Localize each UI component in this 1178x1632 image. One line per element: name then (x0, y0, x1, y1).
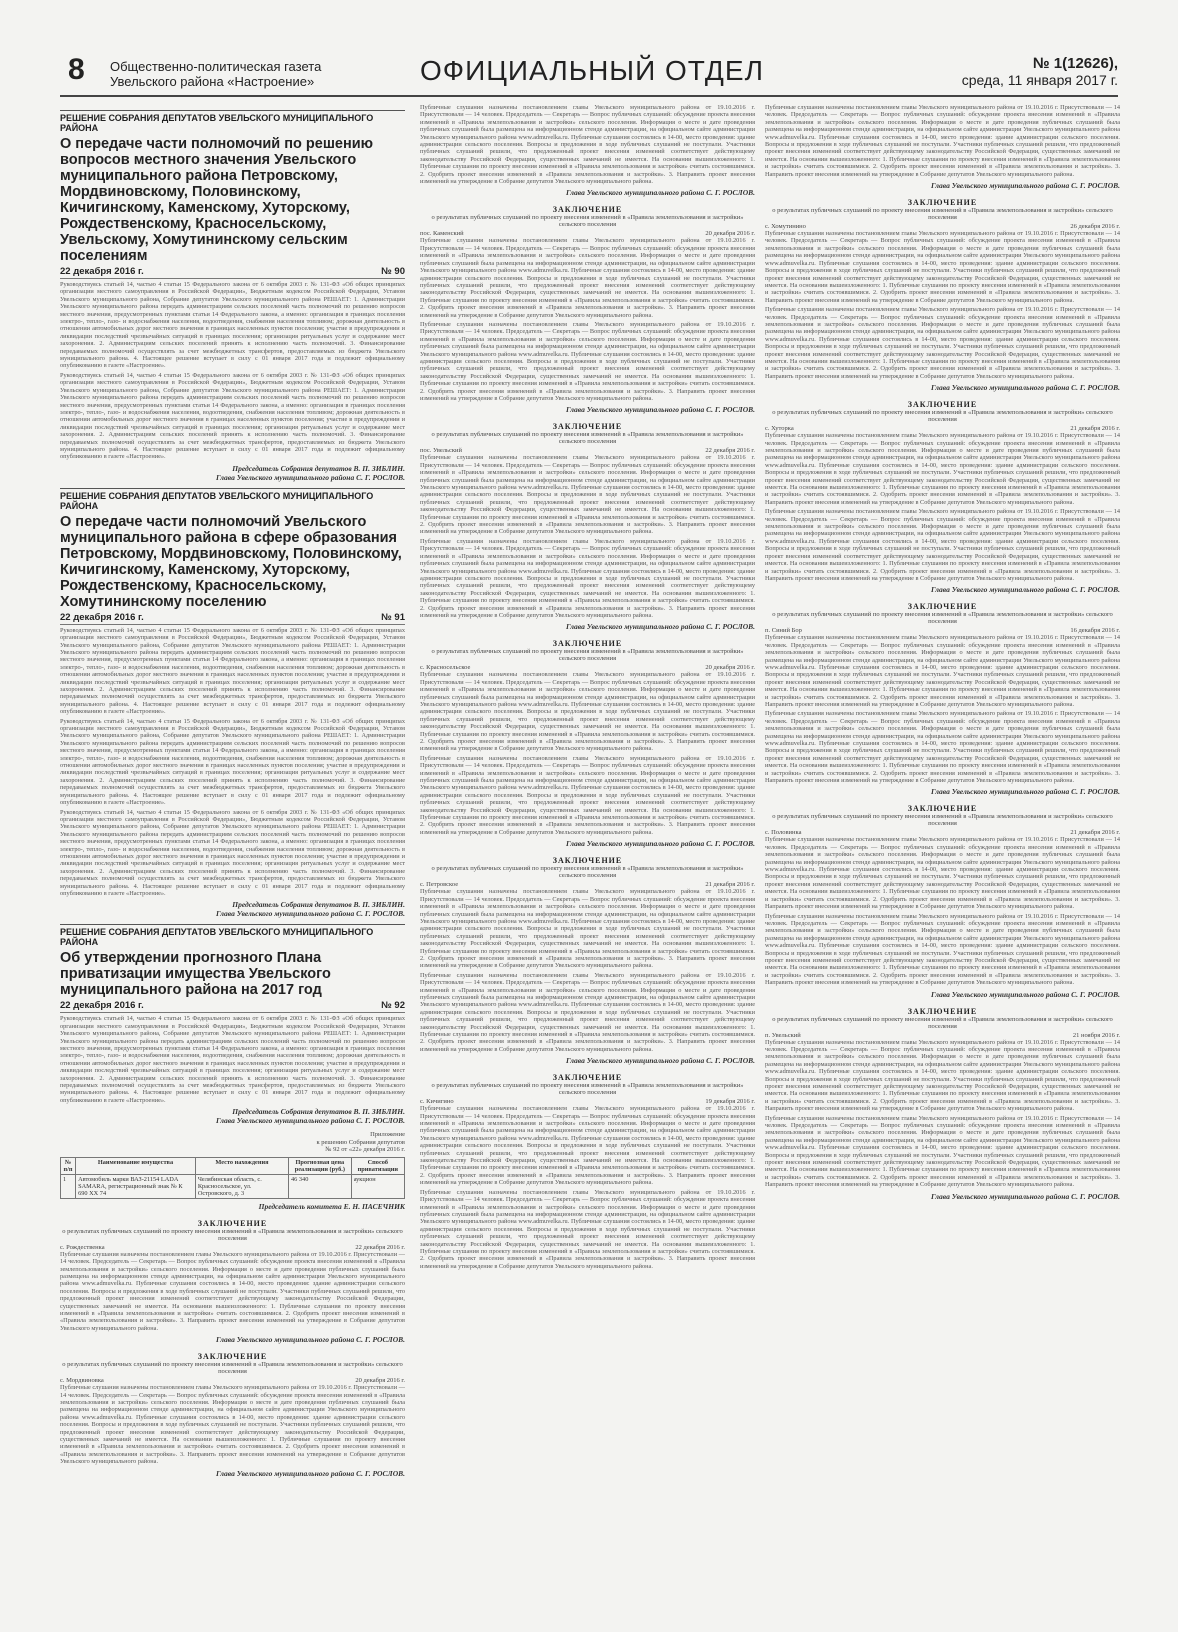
signature-chair: Председатель Собрания депутатов В. П. ЗИБЛИН. (232, 463, 405, 473)
paper-name-line1: Общественно-политическая газета (110, 59, 322, 74)
conclusion-body: Публичные слушания назначены постановлением главы Увельского муниципального района от 19.10.2016 г. Присутствовали — 14 человек. Председатель — Секретарь — Вопрос публичных слушаний: обсуждение проекта внесения изменений в «Правила землепользования и застройки» сельского поселения. Информация о месте и дате проведения публичных слушаний была размещена на информационном стенде администрации, на официальном сайте администрации Увельского муниципального района www.admuvelka.ru. Публичные слушания состоялись в 14-00, место проведения: здание администрации сельского поселения. Вопросы и предложения в ходе публичных слушаний не поступали. Участники публичных слушаний решили, что предложенный проект внесения изменений соответствует действующему законодательству Российской Федерации, существенных замечаний не имеется. На основании вышеизложенного: 1. Публичные слушания по проекту внесения изменений в «Правила землепользования и застройки» считать состоявшимися. 2. Одобрить проект внесения изменений в «Правила землепользования и застройки». 3. Направить проект внесения изменений на утверждение в Собрание депутатов Увельского муниципального района. (420, 237, 755, 319)
annex-header (60, 1131, 405, 1154)
decision-date: 22 декабря 2016 г. (60, 611, 144, 623)
decision-dateline (60, 266, 405, 279)
table-cell: аукцион (351, 1174, 404, 1198)
conclusion-body: Публичные слушания назначены постановлением главы Увельского муниципального района от 19.10.2016 г. Присутствовали — 14 человек. Председатель — Секретарь — Вопрос публичных слушаний: обсуждение проекта внесения изменений в «Правила землепользования и застройки» сельского поселения. Информация о месте и дате проведения публичных слушаний была размещена на информационном стенде администрации, на официальном сайте администрации Увельского муниципального района www.admuvelka.ru. Публичные слушания состоялись в 14-00, место проведения: здание администрации сельского поселения. Вопросы и предложения в ходе публичных слушаний не поступали. Участники публичных слушаний решили, что предложенный проект внесения изменений соответствует действующему законодательству Российской Федерации, существенных замечаний не имеется. На основании вышеизложенного: 1. Публичные слушания по проекту внесения изменений в «Правила землепользования и застройки» считать состоявшимися. 2. Одобрить проект внесения изменений в «Правила землепользования и застройки». 3. Направить проект внесения изменений на утверждение в Собрание депутатов Увельского муниципального района. (420, 971, 755, 1053)
decision-dateline (60, 1000, 405, 1013)
conclusion (765, 400, 1120, 594)
conclusion-title: ЗАКЛЮЧЕНИЕ (197, 1352, 268, 1362)
conclusion-meta (420, 1098, 755, 1105)
conclusion-meta (765, 627, 1120, 634)
conclusion-body: Публичные слушания назначены постановлением главы Увельского муниципального района от 19.10.2016 г. Присутствовали — 14 человек. Председатель — Секретарь — Вопрос публичных слушаний: обсуждение проекта внесения изменений в «Правила землепользования и застройки» сельского поселения. Информация о месте и дате проведения публичных слушаний была размещена на информационном стенде администрации, на официальном сайте администрации Увельского муниципального района www.admuvelka.ru. Публичные слушания состоялись в 14-00, место проведения: здание администрации сельского поселения. Вопросы и предложения в ходе публичных слушаний не поступали. Участники публичных слушаний решили, что предложенный проект внесения изменений соответствует действующему законодательству Российской Федерации, существенных замечаний не имеется. На основании вышеизложенного: 1. Публичные слушания по проекту внесения изменений в «Правила землепользования и застройки» считать состоявшимися. 2. Одобрить проект внесения изменений в «Правила землепользования и застройки». 3. Направить проект внесения изменений на утверждение в Собрание депутатов Увельского муниципального района. (420, 104, 755, 186)
conclusion-subtitle: о результатах публичных слушаний по проекту внесения изменений в «Правила землепользования и застройки» сельского поселения (62, 1361, 403, 1376)
conclusion-signature: Глава Увельского муниципального района С. Г. РОСЛОВ. (931, 1191, 1120, 1201)
decision-title: О передаче части полномочий Увельского муниципального района в сфере образования Петровскому, Мордвиновскому, Половинскому, Кичигинскому, Каменскому, Хуторскому, Рождественскому, Красносельскому, Хомутининскому поселению (60, 513, 402, 610)
conclusion-date: 20 декабря 2016 г. (705, 664, 755, 672)
conclusion-settlement: с. Мордвиновка (60, 1377, 104, 1385)
decision-body: Руководствуясь статьей 14, частью 4 статьи 15 Федерального закона от 6 октября 2003 г. № 131-ФЗ «Об общих принципах организации местного самоуправления в Российской Федерации», Бюджетным кодексом Российской Федерации, Уставом Увельского муниципального района, Собрание депутатов Увельского муниципального района РЕШАЕТ: 1. Администрации Увельского муниципального района передать администрациям сельских поселений часть полномочий по решению вопросов местного значения, предусмотренных пунктами статьи 14 Федерального закона, а именно: организация в границах поселения электро-, тепло-, газо- и водоснабжения населения, водоотведения, снабжения населения топливом; дорожная деятельность в отношении автомобильных дорог местного значения в границах населенных пунктов поселения; участие в предупреждении и ликвидации последствий чрезвычайных ситуаций в границах поселения; организация ритуальных услуг и содержание мест захоронения. 2. Администрациям сельских поселений принять к исполнению часть полномочий. 3. Финансирование передаваемых полномочий осуществлять за счет межбюджетных трансфертов, предоставляемых из бюджета Увельского муниципального района. 4. Настоящее решение вступает в силу с 01 января 2017 года и подлежит официальному опубликованию в газете «Настроение». (60, 626, 405, 716)
conclusion-body: Публичные слушания назначены постановлением главы Увельского муниципального района от 19.10.2016 г. Присутствовали — 14 человек. Председатель — Секретарь — Вопрос публичных слушаний: обсуждение проекта внесения изменений в «Правила землепользования и застройки» сельского поселения. Информация о месте и дате проведения публичных слушаний была размещена на информационном стенде администрации, на официальном сайте администрации Увельского муниципального района www.admuvelka.ru. Публичные слушания состоялись в 14-00, место проведения: здание администрации сельского поселения. Вопросы и предложения в ходе публичных слушаний не поступали. Участники публичных слушаний решили, что предложенный проект внесения изменений соответствует действующему законодательству Российской Федерации, существенных замечаний не имеется. На основании вышеизложенного: 1. Публичные слушания по проекту внесения изменений в «Правила землепользования и застройки» считать состоявшимися. 2. Одобрить проект внесения изменений в «Правила землепользования и застройки». 3. Направить проект внесения изменений на утверждение в Собрание депутатов Увельского муниципального района. (60, 1250, 405, 1332)
conclusion (420, 856, 755, 1065)
conclusion-body: Публичные слушания назначены постановлением главы Увельского муниципального района от 19.10.2016 г. Присутствовали — 14 человек. Председатель — Секретарь — Вопрос публичных слушаний: обсуждение проекта внесения изменений в «Правила землепользования и застройки» сельского поселения. Информация о месте и дате проведения публичных слушаний была размещена на информационном стенде администрации, на официальном сайте администрации Увельского муниципального района www.admuvelka.ru. Публичные слушания состоялись в 14-00, место проведения: здание администрации сельского поселения. Вопросы и предложения в ходе публичных слушаний не поступали. Участники публичных слушаний решили, что предложенный проект внесения изменений соответствует действующему законодательству Российской Федерации, существенных замечаний не имеется. На основании вышеизложенного: 1. Публичные слушания по проекту внесения изменений в «Правила землепользования и застройки» считать состоявшимися. 2. Одобрить проект внесения изменений в «Правила землепользования и застройки». 3. Направить проект внесения изменений на утверждение в Собрание депутатов Увельского муниципального района. (420, 1105, 755, 1187)
conclusion-settlement: с. Половинка (765, 829, 802, 837)
annex-line: Приложение (370, 1131, 405, 1139)
signature-head: Глава Увельского муниципального района С. Г. РОСЛОВ. (216, 1116, 405, 1126)
conclusion-date: 20 декабря 2016 г. (355, 1377, 405, 1385)
conclusion-meta (60, 1244, 405, 1251)
column-header: Способ приватизации (351, 1157, 404, 1174)
conclusion-settlement: с. Хомутинино (765, 223, 806, 231)
decision-kicker: РЕШЕНИЕ СОБРАНИЯ ДЕПУТАТОВ УВЕЛЬСКОГО МУНИЦИПАЛЬНОГО РАЙОНА (60, 924, 405, 947)
conclusion-body: Публичные слушания назначены постановлением главы Увельского муниципального района от 19.10.2016 г. Присутствовали — 14 человек. Председатель — Секретарь — Вопрос публичных слушаний: обсуждение проекта внесения изменений в «Правила землепользования и застройки» сельского поселения. Информация о месте и дате проведения публичных слушаний была размещена на информационном стенде администрации, на официальном сайте администрации Увельского муниципального района www.admuvelka.ru. Публичные слушания состоялись в 14-00, место проведения: здание администрации сельского поселения. Вопросы и предложения в ходе публичных слушаний не поступали. Участники публичных слушаний решили, что предложенный проект внесения изменений соответствует действующему законодательству Российской Федерации, существенных замечаний не имеется. На основании вышеизложенного: 1. Публичные слушания по проекту внесения изменений в «Правила землепользования и застройки» считать состоявшимися. 2. Одобрить проект внесения изменений в «Правила землепользования и застройки». 3. Направить проект внесения изменений на утверждение в Собрание депутатов Увельского муниципального района. (420, 1188, 755, 1270)
conclusion-subtitle: о результатах публичных слушаний по проекту внесения изменений в «Правила землепользования и застройки» сельского поселения (772, 207, 1113, 222)
table-cell: 1 (61, 1174, 76, 1198)
table-row (61, 1174, 405, 1198)
conclusion-signature: Глава Увельского муниципального района С. Г. РОСЛОВ. (566, 188, 755, 198)
signature (60, 1107, 405, 1125)
conclusion-subtitle: о результатах публичных слушаний по проекту внесения изменений в «Правила землепользования и застройки» сельского поселения (431, 1082, 744, 1097)
conclusion-settlement: пос. Каменский (420, 230, 464, 238)
conclusion (765, 1007, 1120, 1201)
decision-90 (60, 110, 405, 482)
column-header: Прогнозная цена реализации (руб.) (289, 1157, 352, 1174)
conclusion-body: Публичные слушания назначены постановлением главы Увельского муниципального района от 19.10.2016 г. Присутствовали — 14 человек. Председатель — Секретарь — Вопрос публичных слушаний: обсуждение проекта внесения изменений в «Правила землепользования и застройки» сельского поселения. Информация о месте и дате проведения публичных слушаний была размещена на информационном стенде администрации, на официальном сайте администрации Увельского муниципального района www.admuvelka.ru. Публичные слушания состоялись в 14-00, место проведения: здание администрации сельского поселения. Вопросы и предложения в ходе публичных слушаний не поступали. Участники публичных слушаний решили, что предложенный проект внесения изменений соответствует действующему законодательству Российской Федерации, существенных замечаний не имеется. На основании вышеизложенного: 1. Публичные слушания по проекту внесения изменений в «Правила землепользования и застройки» считать состоявшимися. 2. Одобрить проект внесения изменений в «Правила землепользования и застройки». 3. Направить проект внесения изменений на утверждение в Собрание депутатов Увельского муниципального района. (765, 230, 1120, 304)
conclusion-title: ЗАКЛЮЧЕНИЕ (552, 856, 623, 866)
conclusion-signature: Глава Увельского муниципального района С. Г. РОСЛОВ. (931, 181, 1120, 191)
conclusion-subtitle: о результатах публичных слушаний по проекту внесения изменений в «Правила землепользования и застройки» сельского поселения (62, 1227, 403, 1242)
conclusion-meta (765, 223, 1120, 230)
conclusion-meta (420, 230, 755, 237)
signature-head: Глава Увельского муниципального района С. Г. РОСЛОВ. (216, 472, 405, 482)
decision-body: Руководствуясь статьей 14, частью 4 статьи 15 Федерального закона от 6 октября 2003 г. № 131-ФЗ «Об общих принципах организации местного самоуправления в Российской Федерации», Бюджетным кодексом Российской Федерации, Уставом Увельского муниципального района, Собрание депутатов Увельского муниципального района РЕШАЕТ: 1. Администрации Увельского муниципального района передать администрациям сельских поселений часть полномочий по решению вопросов местного значения, предусмотренных пунктами статьи 14 Федерального закона, а именно: организация в границах поселения электро-, тепло-, газо- и водоснабжения населения, водоотведения, снабжения населения топливом; дорожная деятельность в отношении автомобильных дорог местного значения в границах населенных пунктов поселения; участие в предупреждении и ликвидации последствий чрезвычайных ситуаций в границах поселения; организация ритуальных услуг и содержание мест захоронения. 2. Администрациям сельских поселений принять к исполнению часть полномочий. 3. Финансирование передаваемых полномочий осуществлять за счет межбюджетных трансфертов, предоставляемых из бюджета Увельского муниципального района. 4. Настоящее решение вступает в силу с 01 января 2017 года и подлежит официальному опубликованию в газете «Настроение». (60, 808, 405, 897)
conclusion-settlement: с. Петровское (420, 881, 459, 889)
conclusion (765, 804, 1120, 998)
conclusion (420, 639, 755, 848)
conclusion-title: ЗАКЛЮЧЕНИЕ (197, 1218, 268, 1228)
conclusion-body: Публичные слушания назначены постановлением главы Увельского муниципального района от 19.10.2016 г. Присутствовали — 14 человек. Председатель — Секретарь — Вопрос публичных слушаний: обсуждение проекта внесения изменений в «Правила землепользования и застройки» сельского поселения. Информация о месте и дате проведения публичных слушаний была размещена на информационном стенде администрации, на официальном сайте администрации Увельского муниципального района www.admuvelka.ru. Публичные слушания состоялись в 14-00, место проведения: здание администрации сельского поселения. Вопросы и предложения в ходе публичных слушаний не поступали. Участники публичных слушаний решили, что предложенный проект внесения изменений соответствует действующему законодательству Российской Федерации, существенных замечаний не имеется. На основании вышеизложенного: 1. Публичные слушания по проекту внесения изменений в «Правила землепользования и застройки» считать состоявшимися. 2. Одобрить проект внесения изменений в «Правила землепользования и застройки». 3. Направить проект внесения изменений на утверждение в Собрание депутатов Увельского муниципального района. (765, 836, 1120, 911)
signature-head: Глава Увельского муниципального района С. Г. РОСЛОВ. (216, 909, 405, 919)
table-cell: 46 340 (289, 1174, 352, 1198)
conclusion (765, 198, 1120, 392)
conclusion-settlement: пос. Увельский (420, 447, 463, 455)
conclusion-signature: Глава Увельского муниципального района С. Г. РОСЛОВ. (931, 787, 1120, 797)
conclusion-date: 22 декабря 2016 г. (705, 447, 755, 455)
column-header: Наименование имущества (76, 1157, 196, 1174)
conclusion-title: ЗАКЛЮЧЕНИЕ (552, 1073, 623, 1083)
column-1 (60, 104, 405, 1614)
signature-chair: Председатель Собрания депутатов В. П. ЗИБЛИН. (232, 900, 405, 910)
annex-line: № 92 от «22» декабря 2016 г. (325, 1146, 405, 1154)
conclusion-subtitle: о результатах публичных слушаний по проекту внесения изменений в «Правила землепользования и застройки» сельского поселения (431, 214, 744, 229)
decision-number: № 90 (381, 266, 405, 277)
conclusion (420, 422, 755, 631)
conclusion-meta (765, 1032, 1120, 1039)
issue-date: среда, 11 января 2017 г. (961, 72, 1118, 88)
decision-92 (60, 924, 405, 1210)
conclusion-subtitle: о результатах публичных слушаний по проекту внесения изменений в «Правила землепользования и застройки» сельского поселения (431, 648, 744, 663)
conclusion-signature: Глава Увельского муниципального района С. Г. РОСЛОВ. (216, 1335, 405, 1345)
conclusion-body: Публичные слушания назначены постановлением главы Увельского муниципального района от 19.10.2016 г. Присутствовали — 14 человек. Председатель — Секретарь — Вопрос публичных слушаний: обсуждение проекта внесения изменений в «Правила землепользования и застройки» сельского поселения. Информация о месте и дате проведения публичных слушаний была размещена на информационном стенде администрации, на официальном сайте администрации Увельского муниципального района www.admuvelka.ru. Публичные слушания состоялись в 14-00, место проведения: здание администрации сельского поселения. Вопросы и предложения в ходе публичных слушаний не поступали. Участники публичных слушаний решили, что предложенный проект внесения изменений соответствует действующему законодательству Российской Федерации, существенных замечаний не имеется. На основании вышеизложенного: 1. Публичные слушания по проекту внесения изменений в «Правила землепользования и застройки» считать состоявшимися. 2. Одобрить проект внесения изменений в «Правила землепользования и застройки». 3. Направить проект внесения изменений на утверждение в Собрание депутатов Увельского муниципального района. (765, 1114, 1120, 1189)
column-2 (420, 104, 755, 1614)
table-cell: Челябинская область, с. Красносельское, ул. Островского, д. 3 (195, 1174, 288, 1198)
conclusion (60, 1219, 405, 1344)
conclusion-body: Публичные слушания назначены постановлением главы Увельского муниципального района от 19.10.2016 г. Присутствовали — 14 человек. Председатель — Секретарь — Вопрос публичных слушаний: обсуждение проекта внесения изменений в «Правила землепользования и застройки» сельского поселения. Информация о месте и дате проведения публичных слушаний была размещена на информационном стенде администрации, на официальном сайте администрации Увельского муниципального района www.admuvelka.ru. Публичные слушания состоялись в 14-00, место проведения: здание администрации сельского поселения. Вопросы и предложения в ходе публичных слушаний не поступали. Участники публичных слушаний решили, что предложенный проект внесения изменений соответствует действующему законодательству Российской Федерации, существенных замечаний не имеется. На основании вышеизложенного: 1. Публичные слушания по проекту внесения изменений в «Правила землепользования и застройки» считать состоявшимися. 2. Одобрить проект внесения изменений в «Правила землепользования и застройки». 3. Направить проект внесения изменений на утверждение в Собрание депутатов Увельского муниципального района. (420, 888, 755, 970)
decision-date: 22 декабря 2016 г. (60, 266, 144, 277)
signature (60, 464, 405, 482)
decision-number: № 92 (381, 1000, 405, 1012)
conclusion-date: 16 декабря 2016 г. (1070, 627, 1120, 635)
conclusion-body: Публичные слушания назначены постановлением главы Увельского муниципального района от 19.10.2016 г. Присутствовали — 14 человек. Председатель — Секретарь — Вопрос публичных слушаний: обсуждение проекта внесения изменений в «Правила землепользования и застройки» сельского поселения. Информация о месте и дате проведения публичных слушаний была размещена на информационном стенде администрации, на официальном сайте администрации Увельского муниципального района www.admuvelka.ru. Публичные слушания состоялись в 14-00, место проведения: здание администрации сельского поселения. Вопросы и предложения в ходе публичных слушаний не поступали. Участники публичных слушаний решили, что предложенный проект внесения изменений соответствует действующему законодательству Российской Федерации, существенных замечаний не имеется. На основании вышеизложенного: 1. Публичные слушания по проекту внесения изменений в «Правила землепользования и застройки» считать состоявшимися. 2. Одобрить проект внесения изменений в «Правила землепользования и застройки». 3. Направить проект внесения изменений на утверждение в Собрание депутатов Увельского муниципального района. (420, 454, 755, 536)
conclusion-subtitle: о результатах публичных слушаний по проекту внесения изменений в «Правила землепользования и застройки» сельского поселения (772, 813, 1113, 828)
conclusion-settlement: с. Хуторка (765, 425, 794, 433)
conclusion-date: 21 ноября 2016 г. (1072, 1031, 1120, 1039)
conclusion-meta (765, 829, 1120, 836)
decision-body: Руководствуясь статьей 14, частью 4 статьи 15 Федерального закона от 6 октября 2003 г. № 131-ФЗ «Об общих принципах организации местного самоуправления в Российской Федерации», Бюджетным кодексом Российской Федерации, Уставом Увельского муниципального района, Собрание депутатов Увельского муниципального района РЕШАЕТ: 1. Администрации Увельского муниципального района передать администрациям сельских поселений часть полномочий по решению вопросов местного значения, предусмотренных пунктами статьи 14 Федерального закона, а именно: организация в границах поселения электро-, тепло-, газо- и водоснабжения населения, водоотведения, снабжения населения топливом; дорожная деятельность в отношении автомобильных дорог местного значения в границах населенных пунктов поселения; участие в предупреждении и ликвидации последствий чрезвычайных ситуаций в границах поселения; организация ритуальных услуг и содержание мест захоронения. 2. Администрациям сельских поселений принять к исполнению часть полномочий. 3. Финансирование передаваемых полномочий осуществлять за счет межбюджетных трансфертов, предоставляемых из бюджета Увельского муниципального района. 4. Настоящее решение вступает в силу с 01 января 2017 года и подлежит официальному опубликованию в газете «Настроение». (60, 717, 405, 807)
decision-body: Руководствуясь статьей 14, частью 4 статьи 15 Федерального закона от 6 октября 2003 г. № 131-ФЗ «Об общих принципах организации местного самоуправления в Российской Федерации», Бюджетным кодексом Российской Федерации, Уставом Увельского муниципального района, Собрание депутатов Увельского муниципального района РЕШАЕТ: 1. Администрации Увельского муниципального района передать администрациям сельских поселений часть полномочий по решению вопросов местного значения, предусмотренных пунктами статьи 14 Федерального закона, а именно: организация в границах поселения электро-, тепло-, газо- и водоснабжения населения, водоотведения, снабжения населения топливом; дорожная деятельность в отношении автомобильных дорог местного значения в границах населенных пунктов поселения; участие в предупреждении и ликвидации последствий чрезвычайных ситуаций в границах поселения; организация ритуальных услуг и содержание мест захоронения. 2. Администрациям сельских поселений принять к исполнению часть полномочий. 3. Финансирование передаваемых полномочий осуществлять за счет межбюджетных трансфертов, предоставляемых из бюджета Увельского муниципального района. 4. Настоящее решение вступает в силу с 01 января 2017 года и подлежит официальному опубликованию в газете «Настроение». (60, 371, 405, 461)
annex-line: к решению Собрания депутатов (316, 1138, 405, 1146)
conclusion-signature: Глава Увельского муниципального района С. Г. РОСЛОВ. (216, 1468, 405, 1478)
conclusion-signature: Глава Увельского муниципального района С. Г. РОСЛОВ. (566, 405, 755, 415)
conclusion-title: ЗАКЛЮЧЕНИЕ (552, 639, 623, 649)
conclusion-signature: Глава Увельского муниципального района С. Г. РОСЛОВ. (566, 1056, 755, 1066)
decision-kicker: РЕШЕНИЕ СОБРАНИЯ ДЕПУТАТОВ УВЕЛЬСКОГО МУНИЦИПАЛЬНОГО РАЙОНА (60, 110, 405, 133)
conclusion-date: 22 декабря 2016 г. (355, 1243, 405, 1251)
conclusion (765, 602, 1120, 796)
conclusion-title: ЗАКЛЮЧЕНИЕ (907, 602, 978, 612)
paper-name-line2: Увельского района «Настроение» (110, 74, 315, 89)
conclusion-title: ЗАКЛЮЧЕНИЕ (907, 198, 978, 208)
conclusion-signature: Глава Увельского муниципального района С. Г. РОСЛОВ. (566, 622, 755, 632)
masthead (60, 55, 1118, 97)
conclusion-date: 19 декабря 2016 г. (705, 1098, 755, 1106)
conclusion-body: Публичные слушания назначены постановлением главы Увельского муниципального района от 19.10.2016 г. Присутствовали — 14 человек. Председатель — Секретарь — Вопрос публичных слушаний: обсуждение проекта внесения изменений в «Правила землепользования и застройки» сельского поселения. Информация о месте и дате проведения публичных слушаний была размещена на информационном стенде администрации, на официальном сайте администрации Увельского муниципального района www.admuvelka.ru. Публичные слушания состоялись в 14-00, место проведения: здание администрации сельского поселения. Вопросы и предложения в ходе публичных слушаний не поступали. Участники публичных слушаний решили, что предложенный проект внесения изменений соответствует действующему законодательству Российской Федерации, существенных замечаний не имеется. На основании вышеизложенного: 1. Публичные слушания по проекту внесения изменений в «Правила землепользования и застройки» считать состоявшимися. 2. Одобрить проект внесения изменений в «Правила землепользования и застройки». 3. Направить проект внесения изменений на утверждение в Собрание депутатов Увельского муниципального района. (420, 537, 755, 619)
conclusion-meta (765, 425, 1120, 432)
page-number: 8 (68, 53, 85, 86)
conclusion (420, 1073, 755, 1270)
conclusion-signature: Глава Увельского муниципального района С. Г. РОСЛОВ. (931, 383, 1120, 393)
conclusion-title: ЗАКЛЮЧЕНИЕ (552, 422, 623, 432)
conclusion-body: Публичные слушания назначены постановлением главы Увельского муниципального района от 19.10.2016 г. Присутствовали — 14 человек. Председатель — Секретарь — Вопрос публичных слушаний: обсуждение проекта внесения изменений в «Правила землепользования и застройки» сельского поселения. Информация о месте и дате проведения публичных слушаний была размещена на информационном стенде администрации, на официальном сайте администрации Увельского муниципального района www.admuvelka.ru. Публичные слушания состоялись в 14-00, место проведения: здание администрации сельского поселения. Вопросы и предложения в ходе публичных слушаний не поступали. Участники публичных слушаний решили, что предложенный проект внесения изменений соответствует действующему законодательству Российской Федерации, существенных замечаний не имеется. На основании вышеизложенного: 1. Публичные слушания по проекту внесения изменений в «Правила землепользования и застройки» считать состоявшимися. 2. Одобрить проект внесения изменений в «Правила землепользования и застройки». 3. Направить проект внесения изменений на утверждение в Собрание депутатов Увельского муниципального района. (765, 912, 1120, 987)
annex-signature: Председатель комитета Е. Н. ПАСЕЧНИК (258, 1201, 405, 1211)
decision-title: Об утверждении прогнозного Плана приватизации имущества Увельского муниципального района на 2017 год (60, 950, 331, 999)
signature (60, 900, 405, 918)
decision-91 (60, 488, 405, 919)
conclusion-subtitle: о результатах публичных слушаний по проекту внесения изменений в «Правила землепользования и застройки» сельского поселения (431, 431, 744, 446)
conclusion (420, 205, 755, 414)
conclusion-body: Публичные слушания назначены постановлением главы Увельского муниципального района от 19.10.2016 г. Присутствовали — 14 человек. Председатель — Секретарь — Вопрос публичных слушаний: обсуждение проекта внесения изменений в «Правила землепользования и застройки» сельского поселения. Информация о месте и дате проведения публичных слушаний была размещена на информационном стенде администрации, на официальном сайте администрации Увельского муниципального района www.admuvelka.ru. Публичные слушания состоялись в 14-00, место проведения: здание администрации сельского поселения. Вопросы и предложения в ходе публичных слушаний не поступали. Участники публичных слушаний решили, что предложенный проект внесения изменений соответствует действующему законодательству Российской Федерации, существенных замечаний не имеется. На основании вышеизложенного: 1. Публичные слушания по проекту внесения изменений в «Правила землепользования и застройки» считать состоявшимися. 2. Одобрить проект внесения изменений в «Правила землепользования и застройки». 3. Направить проект внесения изменений на утверждение в Собрание депутатов Увельского муниципального района. (420, 754, 755, 836)
signature-chair: Председатель Собрания депутатов В. П. ЗИБЛИН. (232, 1107, 405, 1117)
conclusion-body: Публичные слушания назначены постановлением главы Увельского муниципального района от 19.10.2016 г. Присутствовали — 14 человек. Председатель — Секретарь — Вопрос публичных слушаний: обсуждение проекта внесения изменений в «Правила землепользования и застройки» сельского поселения. Информация о месте и дате проведения публичных слушаний была размещена на информационном стенде администрации, на официальном сайте администрации Увельского муниципального района www.admuvelka.ru. Публичные слушания состоялись в 14-00, место проведения: здание администрации сельского поселения. Вопросы и предложения в ходе публичных слушаний не поступали. Участники публичных слушаний решили, что предложенный проект внесения изменений соответствует действующему законодательству Российской Федерации, существенных замечаний не имеется. На основании вышеизложенного: 1. Публичные слушания по проекту внесения изменений в «Правила землепользования и застройки» считать состоявшимися. 2. Одобрить проект внесения изменений в «Правила землепользования и застройки». 3. Направить проект внесения изменений на утверждение в Собрание депутатов Увельского муниципального района. (420, 320, 755, 402)
conclusion-meta (420, 447, 755, 454)
conclusion-title: ЗАКЛЮЧЕНИЕ (907, 1006, 978, 1016)
conclusion-body: Публичные слушания назначены постановлением главы Увельского муниципального района от 19.10.2016 г. Присутствовали — 14 человек. Председатель — Секретарь — Вопрос публичных слушаний: обсуждение проекта внесения изменений в «Правила землепользования и застройки» сельского поселения. Информация о месте и дате проведения публичных слушаний была размещена на информационном стенде администрации, на официальном сайте администрации Увельского муниципального района www.admuvelka.ru. Публичные слушания состоялись в 14-00, место проведения: здание администрации сельского поселения. Вопросы и предложения в ходе публичных слушаний не поступали. Участники публичных слушаний решили, что предложенный проект внесения изменений соответствует действующему законодательству Российской Федерации, существенных замечаний не имеется. На основании вышеизложенного: 1. Публичные слушания по проекту внесения изменений в «Правила землепользования и застройки» считать состоявшимися. 2. Одобрить проект внесения изменений в «Правила землепользования и застройки». 3. Направить проект внесения изменений на утверждение в Собрание депутатов Увельского муниципального района. (765, 710, 1120, 785)
privatization-table (60, 1157, 405, 1199)
conclusion-subtitle: о результатах публичных слушаний по проекту внесения изменений в «Правила землепользования и застройки» сельского поселения (772, 1015, 1113, 1030)
conclusion-date: 26 декабря 2016 г. (1070, 223, 1120, 231)
decision-body: Руководствуясь статьей 14, частью 4 статьи 15 Федерального закона от 6 октября 2003 г. № 131-ФЗ «Об общих принципах организации местного самоуправления в Российской Федерации», Бюджетным кодексом Российской Федерации, Уставом Увельского муниципального района, Собрание депутатов Увельского муниципального района РЕШАЕТ: 1. Администрации Увельского муниципального района передать администрациям сельских поселений часть полномочий по решению вопросов местного значения, предусмотренных пунктами статьи 14 Федерального закона, а именно: организация в границах поселения электро-, тепло-, газо- и водоснабжения населения, водоотведения, снабжения населения топливом; дорожная деятельность в отношении автомобильных дорог местного значения в границах населенных пунктов поселения; участие в предупреждении и ликвидации последствий чрезвычайных ситуаций в границах поселения; организация ритуальных услуг и содержание мест захоронения. 2. Администрациям сельских поселений принять к исполнению часть полномочий. 3. Финансирование передаваемых полномочий осуществлять за счет межбюджетных трансфертов, предоставляемых из бюджета Увельского муниципального района. 4. Настоящее решение вступает в силу с 01 января 2017 года и подлежит официальному опубликованию в газете «Настроение». (60, 281, 405, 370)
column-header: № п/п (61, 1157, 76, 1174)
conclusion-body: Публичные слушания назначены постановлением главы Увельского муниципального района от 19.10.2016 г. Присутствовали — 14 человек. Председатель — Секретарь — Вопрос публичных слушаний: обсуждение проекта внесения изменений в «Правила землепользования и застройки» сельского поселения. Информация о месте и дате проведения публичных слушаний была размещена на информационном стенде администрации, на официальном сайте администрации Увельского муниципального района www.admuvelka.ru. Публичные слушания состоялись в 14-00, место проведения: здание администрации сельского поселения. Вопросы и предложения в ходе публичных слушаний не поступали. Участники публичных слушаний решили, что предложенный проект внесения изменений соответствует действующему законодательству Российской Федерации, существенных замечаний не имеется. На основании вышеизложенного: 1. Публичные слушания по проекту внесения изменений в «Правила землепользования и застройки» считать состоявшимися. 2. Одобрить проект внесения изменений в «Правила землепользования и застройки». 3. Направить проект внесения изменений на утверждение в Собрание депутатов Увельского муниципального района. (765, 306, 1120, 380)
conclusion-body: Публичные слушания назначены постановлением главы Увельского муниципального района от 19.10.2016 г. Присутствовали — 14 человек. Председатель — Секретарь — Вопрос публичных слушаний: обсуждение проекта внесения изменений в «Правила землепользования и застройки» сельского поселения. Информация о месте и дате проведения публичных слушаний была размещена на информационном стенде администрации, на официальном сайте администрации Увельского муниципального района www.admuvelka.ru. Публичные слушания состоялись в 14-00, место проведения: здание администрации сельского поселения. Вопросы и предложения в ходе публичных слушаний не поступали. Участники публичных слушаний решили, что предложенный проект внесения изменений соответствует действующему законодательству Российской Федерации, существенных замечаний не имеется. На основании вышеизложенного: 1. Публичные слушания по проекту внесения изменений в «Правила землепользования и застройки» считать состоявшимися. 2. Одобрить проект внесения изменений в «Правила землепользования и застройки». 3. Направить проект внесения изменений на утверждение в Собрание депутатов Увельского муниципального района. (765, 634, 1120, 708)
conclusion-meta (420, 664, 755, 671)
conclusion-body: Публичные слушания назначены постановлением главы Увельского муниципального района от 19.10.2016 г. Присутствовали — 14 человек. Председатель — Секретарь — Вопрос публичных слушаний: обсуждение проекта внесения изменений в «Правила землепользования и застройки» сельского поселения. Информация о месте и дате проведения публичных слушаний была размещена на информационном стенде администрации, на официальном сайте администрации Увельского муниципального района www.admuvelka.ru. Публичные слушания состоялись в 14-00, место проведения: здание администрации сельского поселения. Вопросы и предложения в ходе публичных слушаний не поступали. Участники публичных слушаний решили, что предложенный проект внесения изменений соответствует действующему законодательству Российской Федерации, существенных замечаний не имеется. На основании вышеизложенного: 1. Публичные слушания по проекту внесения изменений в «Правила землепользования и застройки» считать состоявшимися. 2. Одобрить проект внесения изменений в «Правила землепользования и застройки». 3. Направить проект внесения изменений на утверждение в Собрание депутатов Увельского муниципального района. (420, 671, 755, 753)
conclusion (60, 1352, 405, 1477)
section-title: ОФИЦИАЛЬНЫЙ ОТДЕЛ (420, 55, 764, 86)
conclusion-signature: Глава Увельского муниципального района С. Г. РОСЛОВ. (931, 585, 1120, 595)
column-header: Место нахождения (195, 1157, 288, 1174)
decision-kicker: РЕШЕНИЕ СОБРАНИЯ ДЕПУТАТОВ УВЕЛЬСКОГО МУНИЦИПАЛЬНОГО РАЙОНА (60, 488, 405, 511)
table-cell: Автомобиль марки ВАЗ-21154 LADA SAMARA, регистрационный знак № К 690 ХХ 74 (76, 1174, 196, 1198)
conclusion-subtitle: о результатах публичных слушаний по проекту внесения изменений в «Правила землепользования и застройки» сельского поселения (772, 409, 1113, 424)
conclusion-subtitle: о результатах публичных слушаний по проекту внесения изменений в «Правила землепользования и застройки» сельского поселения (431, 865, 744, 880)
conclusion-settlement: с. Рождественка (60, 1243, 105, 1251)
paper-name (110, 59, 321, 89)
decision-title: О передаче части полномочий по решению вопросов местного значения Увельского муниципального района Петровскому, Мордвиновскому, Половинскому, Кичигинскому, Каменскому, Хуторскому, Рождественскому, Красносельскому, Увельскому, Хомутининскому сельским поселениям (60, 136, 374, 264)
conclusion-settlement: с. Кичигино (420, 1098, 454, 1106)
conclusion-body: Публичные слушания назначены постановлением главы Увельского муниципального района от 19.10.2016 г. Присутствовали — 14 человек. Председатель — Секретарь — Вопрос публичных слушаний: обсуждение проекта внесения изменений в «Правила землепользования и застройки» сельского поселения. Информация о месте и дате проведения публичных слушаний была размещена на информационном стенде администрации, на официальном сайте администрации Увельского муниципального района www.admuvelka.ru. Публичные слушания состоялись в 14-00, место проведения: здание администрации сельского поселения. Вопросы и предложения в ходе публичных слушаний не поступали. Участники публичных слушаний решили, что предложенный проект внесения изменений соответствует действующему законодательству Российской Федерации, существенных замечаний не имеется. На основании вышеизложенного: 1. Публичные слушания по проекту внесения изменений в «Правила землепользования и застройки» считать состоявшимися. 2. Одобрить проект внесения изменений в «Правила землепользования и застройки». 3. Направить проект внесения изменений на утверждение в Собрание депутатов Увельского муниципального района. (765, 104, 1120, 178)
conclusion-settlement: п. Увельский (765, 1031, 801, 1039)
conclusion-date: 21 декабря 2016 г. (1070, 425, 1120, 433)
conclusion-meta (60, 1377, 405, 1384)
conclusion-body: Публичные слушания назначены постановлением главы Увельского муниципального района от 19.10.2016 г. Присутствовали — 14 человек. Председатель — Секретарь — Вопрос публичных слушаний: обсуждение проекта внесения изменений в «Правила землепользования и застройки» сельского поселения. Информация о месте и дате проведения публичных слушаний была размещена на информационном стенде администрации, на официальном сайте администрации Увельского муниципального района www.admuvelka.ru. Публичные слушания состоялись в 14-00, место проведения: здание администрации сельского поселения. Вопросы и предложения в ходе публичных слушаний не поступали. Участники публичных слушаний решили, что предложенный проект внесения изменений соответствует действующему законодательству Российской Федерации, существенных замечаний не имеется. На основании вышеизложенного: 1. Публичные слушания по проекту внесения изменений в «Правила землепользования и застройки» считать состоявшимися. 2. Одобрить проект внесения изменений в «Правила землепользования и застройки». 3. Направить проект внесения изменений на утверждение в Собрание депутатов Увельского муниципального района. (765, 1038, 1120, 1113)
table-header-row (61, 1157, 405, 1174)
conclusion-title: ЗАКЛЮЧЕНИЕ (907, 804, 978, 814)
conclusion-settlement: п. Синий Бор (765, 627, 802, 635)
conclusion-date: 21 декабря 2016 г. (705, 881, 755, 889)
conclusion-signature: Глава Увельского муниципального района С. Г. РОСЛОВ. (566, 839, 755, 849)
conclusion-date: 20 декабря 2016 г. (705, 230, 755, 238)
conclusion-body: Публичные слушания назначены постановлением главы Увельского муниципального района от 19.10.2016 г. Присутствовали — 14 человек. Председатель — Секретарь — Вопрос публичных слушаний: обсуждение проекта внесения изменений в «Правила землепользования и застройки» сельского поселения. Информация о месте и дате проведения публичных слушаний была размещена на информационном стенде администрации, на официальном сайте администрации Увельского муниципального района www.admuvelka.ru. Публичные слушания состоялись в 14-00, место проведения: здание администрации сельского поселения. Вопросы и предложения в ходе публичных слушаний не поступали. Участники публичных слушаний решили, что предложенный проект внесения изменений соответствует действующему законодательству Российской Федерации, существенных замечаний не имеется. На основании вышеизложенного: 1. Публичные слушания по проекту внесения изменений в «Правила землепользования и застройки» считать состоявшимися. 2. Одобрить проект внесения изменений в «Правила землепользования и застройки». 3. Направить проект внесения изменений на утверждение в Собрание депутатов Увельского муниципального района. (765, 508, 1120, 582)
conclusion-date: 21 декабря 2016 г. (1070, 829, 1120, 837)
conclusion-subtitle: о результатах публичных слушаний по проекту внесения изменений в «Правила землепользования и застройки» сельского поселения (772, 611, 1113, 626)
conclusion-body: Публичные слушания назначены постановлением главы Увельского муниципального района от 19.10.2016 г. Присутствовали — 14 человек. Председатель — Секретарь — Вопрос публичных слушаний: обсуждение проекта внесения изменений в «Правила землепользования и застройки» сельского поселения. Информация о месте и дате проведения публичных слушаний была размещена на информационном стенде администрации, на официальном сайте администрации Увельского муниципального района www.admuvelka.ru. Публичные слушания состоялись в 14-00, место проведения: здание администрации сельского поселения. Вопросы и предложения в ходе публичных слушаний не поступали. Участники публичных слушаний решили, что предложенный проект внесения изменений соответствует действующему законодательству Российской Федерации, существенных замечаний не имеется. На основании вышеизложенного: 1. Публичные слушания по проекту внесения изменений в «Правила землепользования и застройки» считать состоявшимися. 2. Одобрить проект внесения изменений в «Правила землепользования и застройки». 3. Направить проект внесения изменений на утверждение в Собрание депутатов Увельского муниципального района. (60, 1384, 405, 1466)
issue-info (962, 55, 1118, 88)
decision-number: № 91 (381, 611, 405, 623)
conclusion-title: ЗАКЛЮЧЕНИЕ (907, 400, 978, 410)
conclusion-meta (420, 881, 755, 888)
decision-body: Руководствуясь статьей 14, частью 4 статьи 15 Федерального закона от 6 октября 2003 г. № 131-ФЗ «Об общих принципах организации местного самоуправления в Российской Федерации», Бюджетным кодексом Российской Федерации, Уставом Увельского муниципального района, Собрание депутатов Увельского муниципального района РЕШАЕТ: 1. Администрации Увельского муниципального района передать администрациям сельских поселений часть полномочий по решению вопросов местного значения, предусмотренных пунктами статьи 14 Федерального закона, а именно: организация в границах поселения электро-, тепло-, газо- и водоснабжения населения, водоотведения, снабжения населения топливом; дорожная деятельность в отношении автомобильных дорог местного значения в границах населенных пунктов поселения; участие в предупреждении и ликвидации последствий чрезвычайных ситуаций в границах поселения; организация ритуальных услуг и содержание мест захоронения. 2. Администрациям сельских поселений принять к исполнению часть полномочий. 3. Финансирование передаваемых полномочий осуществлять за счет межбюджетных трансфертов, предоставляемых из бюджета Увельского муниципального района. 4. Настоящее решение вступает в силу с 01 января 2017 года и подлежит официальному опубликованию в газете «Настроение». (60, 1015, 405, 1104)
issue-number: № 1(12626), (1032, 55, 1118, 72)
conclusion-body: Публичные слушания назначены постановлением главы Увельского муниципального района от 19.10.2016 г. Присутствовали — 14 человек. Председатель — Секретарь — Вопрос публичных слушаний: обсуждение проекта внесения изменений в «Правила землепользования и застройки» сельского поселения. Информация о месте и дате проведения публичных слушаний была размещена на информационном стенде администрации, на официальном сайте администрации Увельского муниципального района www.admuvelka.ru. Публичные слушания состоялись в 14-00, место проведения: здание администрации сельского поселения. Вопросы и предложения в ходе публичных слушаний не поступали. Участники публичных слушаний решили, что предложенный проект внесения изменений соответствует действующему законодательству Российской Федерации, существенных замечаний не имеется. На основании вышеизложенного: 1. Публичные слушания по проекту внесения изменений в «Правила землепользования и застройки» считать состоявшимися. 2. Одобрить проект внесения изменений в «Правила землепользования и застройки». 3. Направить проект внесения изменений на утверждение в Собрание депутатов Увельского муниципального района. (765, 432, 1120, 506)
conclusion-signature: Глава Увельского муниципального района С. Г. РОСЛОВ. (931, 989, 1120, 999)
column-3 (765, 104, 1120, 1614)
decision-date: 22 декабря 2016 г. (60, 1000, 144, 1012)
conclusion-title: ЗАКЛЮЧЕНИЕ (552, 205, 623, 215)
decision-dateline (60, 612, 405, 625)
conclusion-settlement: с. Красносельское (420, 664, 471, 672)
